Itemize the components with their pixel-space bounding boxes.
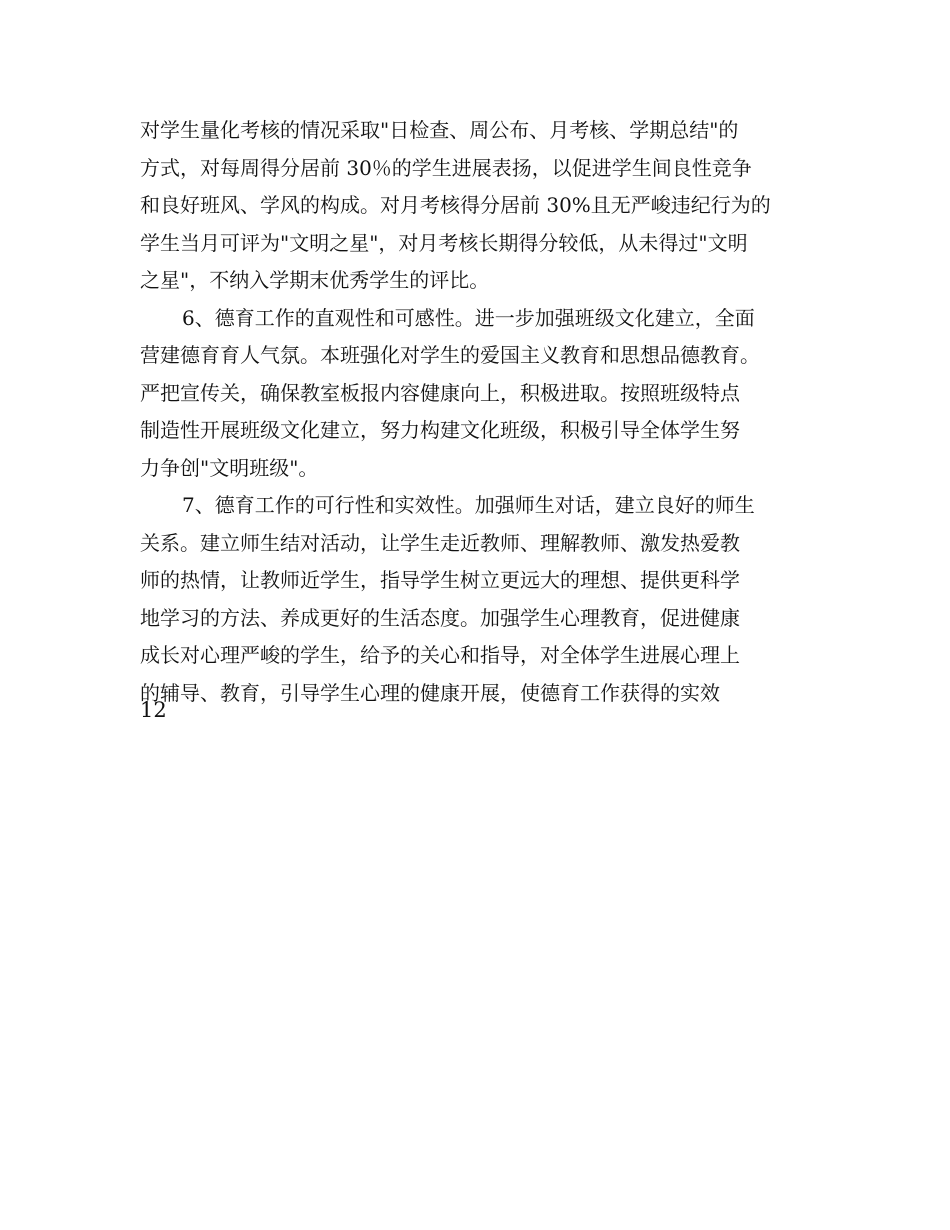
text-line: 方式，对每周得分居前 30％的学生进展表扬，以促进学生间良性竞争 (140, 155, 752, 180)
body-text (140, 112, 820, 712)
text-line: 成长对心理严峻的学生，给予的关心和指导，对全体学生进展心理上 (140, 643, 740, 667)
paragraph-7-first-line: 7、德育工作的可行性和实效性。加强师生对话，建立良好的师生 (182, 493, 755, 517)
text-line: 的辅导、教育，引导学生心理的健康开展，使德育工作获得的实效 (140, 680, 720, 705)
text-line: 严把宣传关，确保教室板报内容健康向上，积极进取。按照班级特点 (140, 380, 740, 405)
text-line: 学生当月可评为"文明之星"，对月考核长期得分较低，从未得过"文明 (140, 230, 748, 255)
text-line: 之星"，不纳入学期末优秀学生的评比。 (140, 268, 490, 292)
text-line: 营建德育育人气氛。本班强化对学生的爱国主义教育和思想品德教育。 (140, 343, 760, 367)
text-line: 制造性开展班级文化建立，努力构建文化班级，积极引导全体学生努 (140, 418, 740, 442)
text-line: 力争创"文明班级"。 (140, 455, 319, 480)
text-line: 地学习的方法、养成更好的生活态度。加强学生心理教育，促进健康 (140, 605, 740, 630)
text-line: 对学生量化考核的情况采取"日检查、周公布、月考核、学期总结"的 (140, 118, 739, 142)
text-line: 师的热情，让教师近学生，指导学生树立更远大的理想、提供更科学 (140, 568, 740, 592)
page-number: 12 (140, 698, 167, 722)
text-line: 和良好班风、学风的构成。对月考核得分居前 30%且无严峻违纪行为的 (140, 193, 771, 217)
text-line: 关系。建立师生结对活动，让学生走近教师、理解教师、激发热爱教 (140, 530, 740, 555)
paragraph-6-first-line: 6、德育工作的直观性和可感性。进一步加强班级文化建立，全面 (182, 305, 755, 330)
